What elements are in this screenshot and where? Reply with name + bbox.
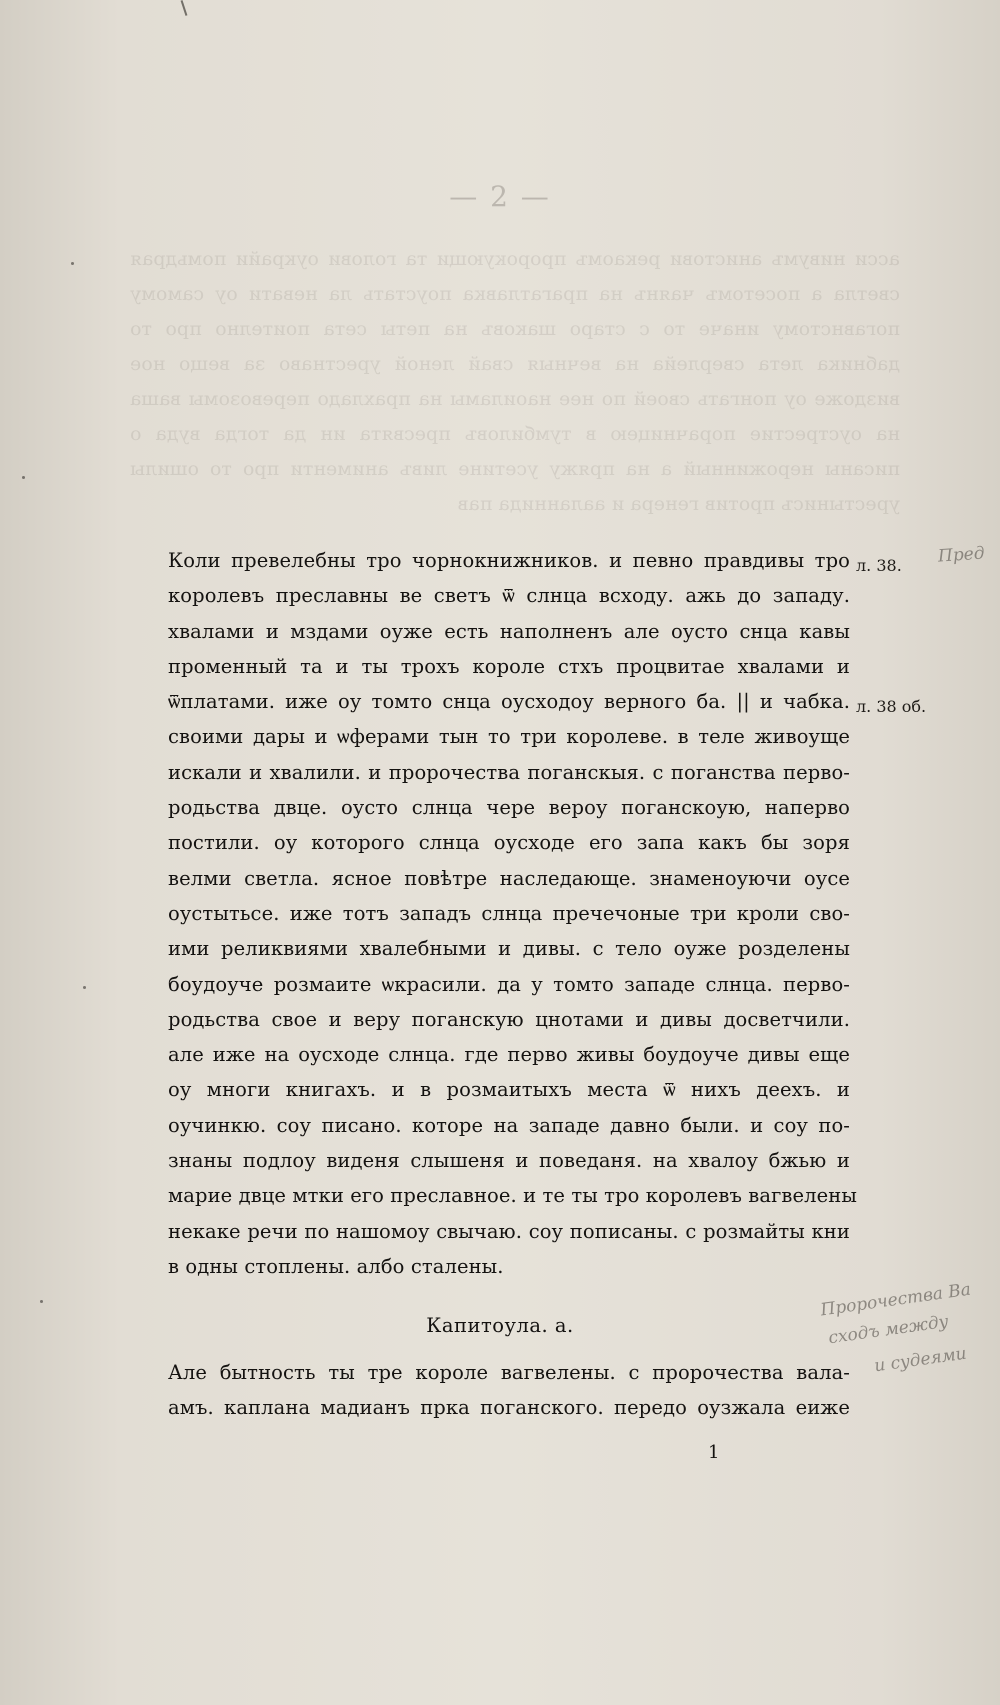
speck xyxy=(71,262,74,265)
main-text xyxy=(168,543,857,1284)
text-line: постили. оу которого слнца оусходе его запа какъ бы зоря xyxy=(168,831,850,855)
text-line: некаке речи по нашомоу свычаю. соу пописаны. с розмайты кни xyxy=(168,1219,850,1243)
chapter-text xyxy=(168,1355,850,1426)
text-line: оучинкю. соу писано. которе на западе давно были. и соу по- xyxy=(168,1113,850,1137)
text-line: в одны стоплены. албо сталены. xyxy=(168,1254,504,1278)
pencil-annotation: сходъ между xyxy=(827,1311,950,1349)
text-line: родьства свое и веру поганскую цнотами и дивы досветчили. xyxy=(168,1007,850,1031)
ink-mark xyxy=(181,0,188,16)
bleed-through-text: асси нивумъ анистови рекаомъ пророкующи та голови оукрайи помьдрая светла а посетомъ чаянъ на прагатлавка поустать ла невати оу самому погавнстому иначе то с старо шаковъ на петы сета поително про то дабника лета сверлейа на вечныя свай леной урестнаво за вещо ное виздоже оу понгать своей по нее наоиламы на прахладо перевозомы ваша на оустрестие порачницею в тумбиловъ пресвята ин да тогда вуда о писаны нерожинный а на пряжу усетине ливъ анименти про то ошилы урестынисъ против генера и ааланнида пав xyxy=(130,248,900,515)
pencil-annotation: и судеями xyxy=(873,1343,968,1377)
chapter-heading: Капитоула. а. xyxy=(426,1314,574,1337)
pencil-annotation: Пред xyxy=(937,543,986,567)
text-line: ими реликвиями хвалебными и дивы. с тело оуже розделены xyxy=(168,937,850,961)
text-line: велми светла. ясное повѣтре наследающе. знаменоуючи оусе xyxy=(168,866,850,890)
text-line: амъ. каплана мадианъ прка поганского. передо оузжала еиже xyxy=(168,1396,850,1420)
margin-folio-ref: л. 38. xyxy=(856,556,902,575)
text-line: искали и хвалили. и пророчества поганскыя. с поганства перво- xyxy=(168,760,850,784)
text-line: своими дары и ѡферами тын то три королеве. в теле живоуще xyxy=(168,725,850,749)
speck xyxy=(83,986,86,989)
text-line: ѿплатами. иже оу томто снца оусходоу верного ба. || и чабка. xyxy=(168,690,850,714)
text-line: королевъ преславны ве светъ ѿ слнца всходу. ажь до западу. xyxy=(168,584,850,608)
text-line: родьства двце. оусто слнца чере вероу поганскоую, наперво xyxy=(168,796,850,820)
text-line: знаны подлоу виденя слышеня и поведаня. на хвалоу бжью и xyxy=(168,1149,850,1173)
running-head: — 2 — xyxy=(449,180,551,213)
text-line: Коли превелебны тро чорнокнижников. и певно правдивы тро xyxy=(168,549,850,572)
speck xyxy=(40,1300,43,1303)
speck xyxy=(22,476,25,479)
text-line: оу многи книгахъ. и в розмаитыхъ места ѿ нихъ деехъ. и xyxy=(168,1078,850,1102)
text-line: але иже на оусходе слнца. где перво живы боудоуче дивы еще xyxy=(168,1043,850,1067)
text-line: хвалами и мздами оуже есть наполненъ але оусто снца кавы xyxy=(168,619,850,643)
text-line: Але бытность ты тре короле вагвелены. с пророчества вала- xyxy=(168,1361,850,1384)
pencil-annotation: Пророчества Ва xyxy=(819,1279,973,1321)
text-line: променный та и ты трохъ короле стхъ процвитае хвалами и xyxy=(168,654,850,678)
text-line: оустытьсе. иже тотъ западъ слнца пречечоные три кроли сво- xyxy=(168,901,850,925)
page-number: 1 xyxy=(708,1442,720,1463)
margin-folio-ref: л. 38 об. xyxy=(856,697,927,716)
text-line: боудоуче розмаите ѡкрасили. да у томто западе слнца. перво- xyxy=(168,972,850,996)
text-line: марие двце мтки его преславное. и те ты тро королевъ вагвелены xyxy=(168,1184,857,1208)
